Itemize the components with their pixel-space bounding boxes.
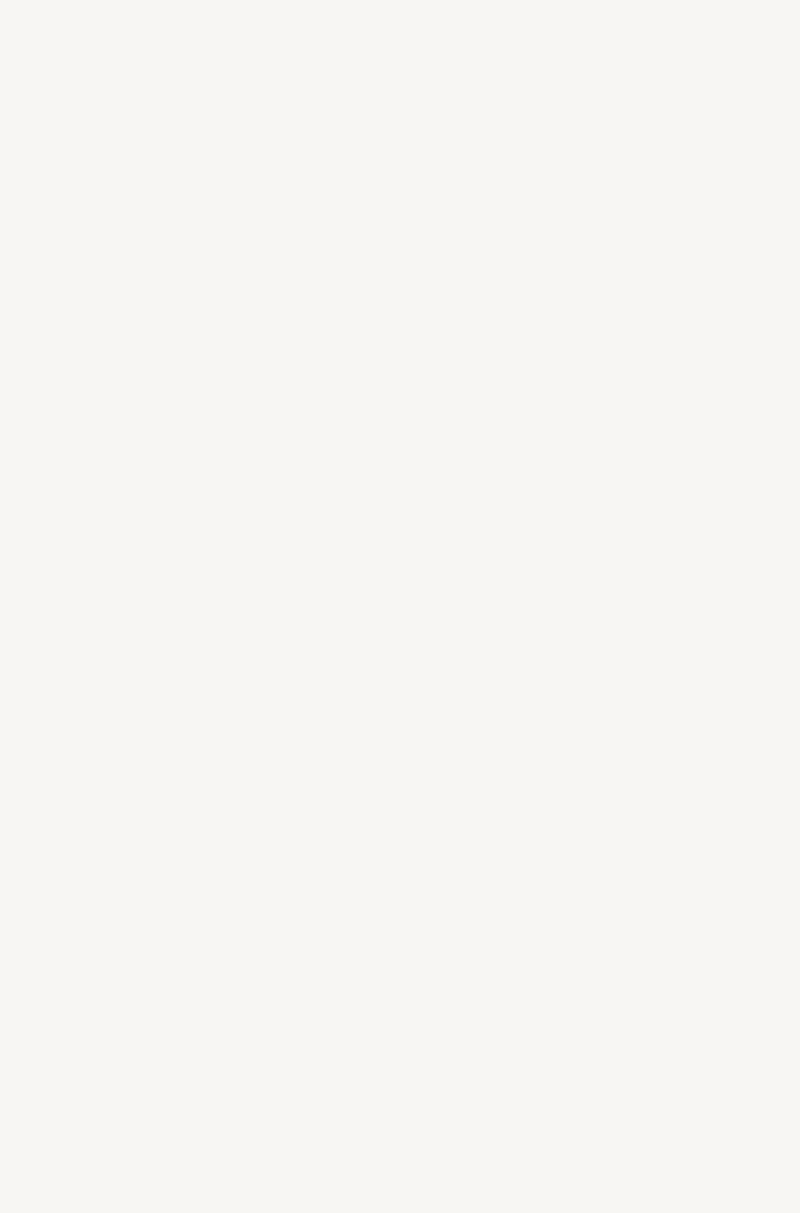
catalogue-content	[95, 44, 785, 75]
intro-paragraph	[95, 44, 785, 63]
